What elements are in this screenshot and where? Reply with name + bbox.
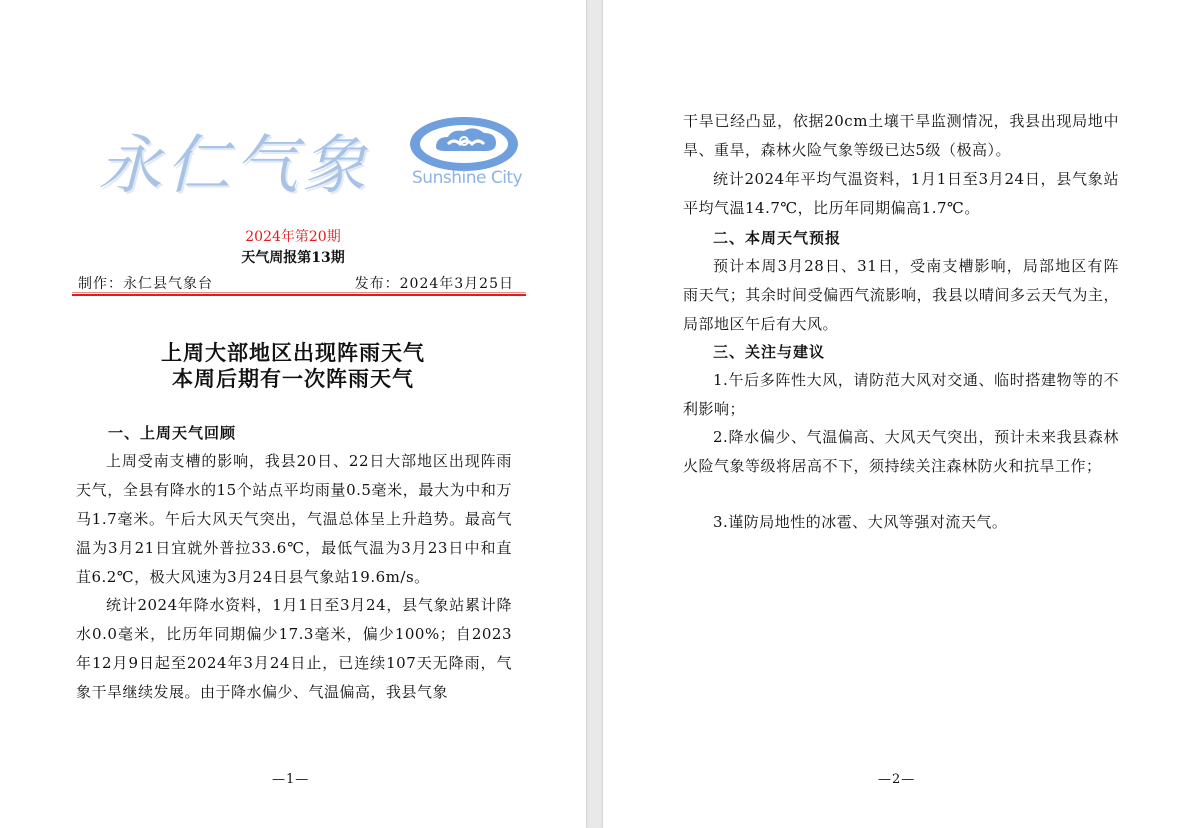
advice-item-3: 3.谨防局地性的冰雹、大风等强对流天气。 xyxy=(713,513,1008,531)
drought-paragraph: 干旱已经凸显，依据20cm土壤干旱监测情况，我县出现局地中旱、重旱，森林火险气象等级已达5级（极高）。 xyxy=(683,112,1119,159)
release-date: 发布：2024年3月25日 xyxy=(354,276,514,292)
forecast-paragraph: 预计本周3月28日、31日，受南支槽影响，局部地区有阵雨天气；其余时间受偏西气流影响，我县以晴间多云天气为主，局部地区午后有大风。 xyxy=(683,257,1119,333)
logo-text: Sunshine City xyxy=(412,168,523,188)
header-rule xyxy=(72,294,526,296)
section-2-heading: 二、本周天气预报 xyxy=(713,229,842,247)
document-page-1 xyxy=(0,0,586,828)
headline-line-2: 本周后期有一次阵雨天气 xyxy=(172,366,414,391)
headline-line-1: 上周大部地区出现阵雨天气 xyxy=(161,340,425,365)
masthead xyxy=(88,108,538,203)
section-3-heading: 三、关注与建议 xyxy=(713,343,826,361)
review-paragraph-1: 上周受南支槽的影响，我县20日、22日大部地区出现阵雨天气，全县有降水的15个站点平均雨量0.5毫米，最大为中和万马1.7毫米。午后大风天气突出，气温总体呈上升趋势。最高气温为3月21日宜就外普拉33.6℃，最低气温为3月23日中和直苴6.2℃，极大风速为3月24日县气象站19.6m/s。 xyxy=(76,452,512,586)
advice-item-1: 1.午后多阵性大风，请防范大风对交通、临时搭建物等的不利影响； xyxy=(683,371,1119,418)
issue-number: 2024年第20期 xyxy=(245,229,341,245)
advice-item-2: 2.降水偏少、气温偏高、大风天气突出，预计未来我县森林火险气象等级将居高不下，须持续关注森林防火和抗旱工作； xyxy=(683,428,1119,475)
weekly-issue-number: 天气周报第13期 xyxy=(241,250,345,266)
header-rule-thin xyxy=(72,292,526,293)
section-1-heading: 一、上周天气回顾 xyxy=(108,424,237,442)
page-number-1: —1— xyxy=(272,772,310,787)
temperature-paragraph: 统计2024年平均气温资料，1月1日至3月24日，县气象站平均气温14.7℃，比历年同期偏高1.7℃。 xyxy=(683,170,1119,217)
page-number-2: —2— xyxy=(878,772,916,787)
masthead-title: 永仁气象 xyxy=(98,129,370,203)
producer-line: 制作：永仁县气象台 xyxy=(78,276,213,292)
review-paragraph-2: 统计2024年降水资料，1月1日至3月24，县气象站累计降水0.0毫米，比历年同期偏少17.3毫米，偏少100%；自2023年12月9日起至2024年3月24日止，已连续107天无降雨，气象干旱继续发展。由于降水偏少、气温偏高，我县气象 xyxy=(76,596,512,701)
